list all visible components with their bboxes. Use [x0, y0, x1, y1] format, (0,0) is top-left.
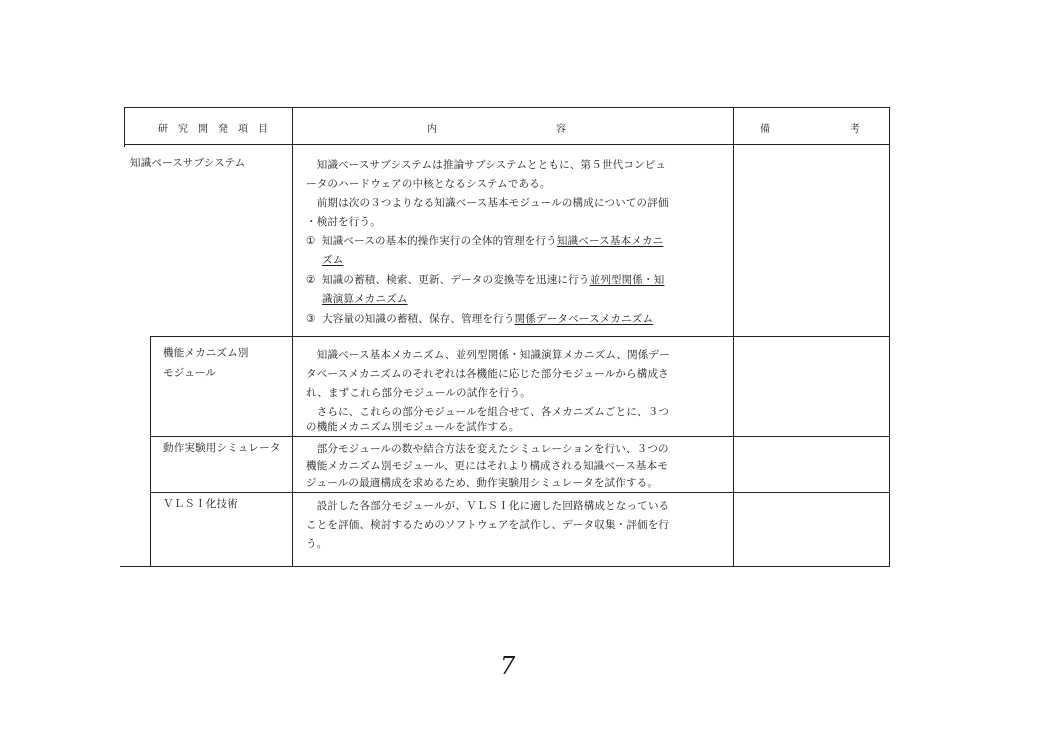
- list-mark-2: ②: [306, 274, 316, 286]
- row2-line-1: 知識ベース基本メカニズム、並列型関係・知識演算メカニズム、関係デー: [306, 349, 670, 361]
- row2-line-3: れ、まずこれら部分モジュールの試作を行う。: [306, 387, 531, 399]
- row2-line-4: さらに、これらの部分モジュールを組合せて、各メカニズムごとに、３つ: [306, 406, 670, 418]
- table-left-border: [124, 107, 125, 147]
- list-item-1-term-a: 知識ベース基本メカニ: [556, 235, 664, 247]
- header-bottom-border: [124, 144, 890, 145]
- row3-item: 動作実験用シミュレータ: [163, 442, 281, 454]
- row1-line-2: ータのハードウェアの中核となるシステムである。: [306, 178, 551, 190]
- list-item-3-term-a: 関係データベースメカニズム: [514, 313, 654, 325]
- row4-item: ＶＬＳＩ化技術: [163, 498, 238, 510]
- list-item-2-text: 知識の蓄積、検索、更新、データの変換等を迅速に行う: [322, 274, 590, 286]
- list-item-2-term-a: 並列型関係・知: [589, 274, 665, 286]
- list-item-3: [306, 310, 653, 329]
- row2-item-line-2: モジュール: [163, 367, 217, 379]
- row3-line-2: 機能メカニズム別モジュール、更にはそれより構成される知識ベース基本モ: [306, 460, 669, 472]
- header-content-left: 内: [427, 124, 437, 135]
- list-mark-3: ③: [306, 313, 316, 325]
- row2-line-5: の機能メカニズム別モジュールを試作する。: [306, 421, 520, 433]
- table-top-border: [124, 107, 890, 108]
- row1-item: 知識ベースサブシステム: [130, 157, 246, 169]
- header-remarks-left: 備: [760, 124, 770, 135]
- row-separator-2: [150, 436, 890, 437]
- subitem-left-border: [150, 336, 151, 566]
- list-item-1: [306, 232, 663, 251]
- row3-line-3: ジュールの最適構成を求めるため、動作実験用シミュレータを試作する。: [306, 477, 659, 489]
- row2-item-line-1: 機能メカニズム別: [163, 347, 249, 359]
- row4-line-1: 設計した各部分モジュールが、ＶＬＳＩ化に適した回路構成となっている: [306, 500, 670, 512]
- list-item-2-term-b: 識演算メカニズム: [322, 293, 408, 305]
- list-item-1-text: 知識ベースの基本的操作実行の全体的管理を行う: [322, 235, 557, 247]
- header-remarks-right: 考: [850, 124, 860, 135]
- row1-line-1: 知識ベースサブシステムは推論サブシステムとともに、第５世代コンピュ: [306, 159, 667, 171]
- table-right-border: [889, 107, 890, 567]
- list-item-1-term-b: ズム: [322, 254, 344, 266]
- row1-line-3: 前期は次の３つよりなる知識ベース基本モジュールの構成についての評価: [306, 197, 669, 209]
- list-mark-1: ①: [306, 235, 316, 247]
- row-separator-1: [150, 336, 890, 337]
- page-number: 7: [500, 652, 516, 680]
- row4-line-3: う。: [306, 538, 328, 550]
- list-item-3-text: 大容量の知識の蓄積、保存、管理を行う: [322, 313, 515, 325]
- list-item-2: [306, 271, 664, 290]
- header-research-item: 研 究 開 発 項 目: [158, 124, 268, 135]
- row2-line-2: タベースメカニズムのそれぞれは各機能に応じた部分モジュールから構成さ: [306, 368, 669, 380]
- row4-line-2: ことを評価、検討するためのソフトウェアを試作し、データ収集・評価を行: [306, 519, 670, 531]
- header-content-right: 容: [556, 124, 566, 135]
- row1-line-4: ・検討を行う。: [306, 216, 381, 228]
- table-bottom-border: [120, 566, 890, 567]
- row3-line-1: 部分モジュールの数や結合方法を変えたシミュレーションを行い、３つの: [306, 443, 669, 455]
